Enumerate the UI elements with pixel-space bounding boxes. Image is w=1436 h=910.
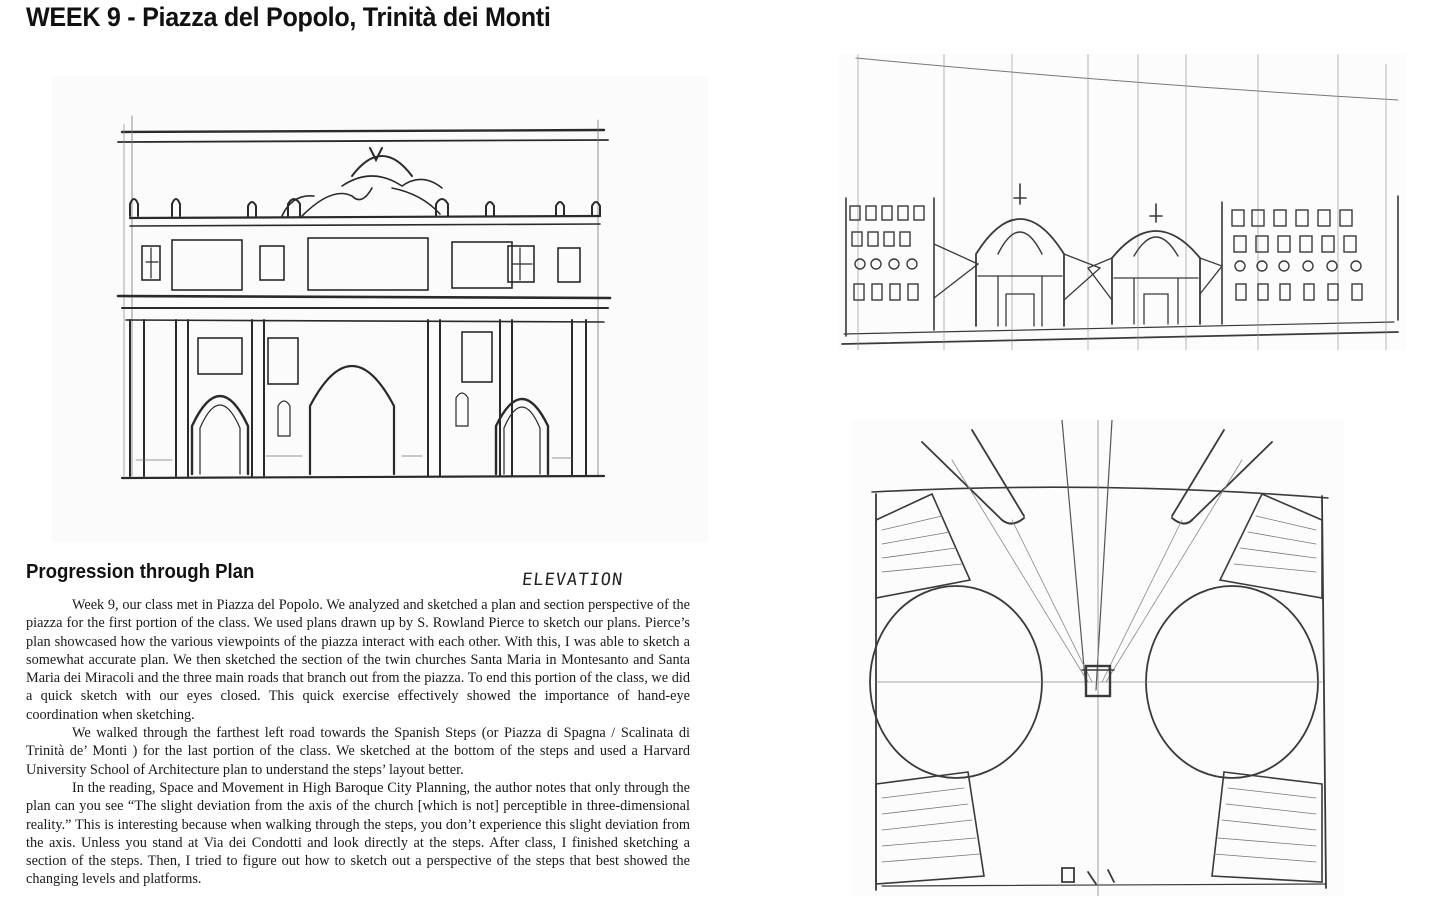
paragraph: In the reading, Space and Movement in High Baroque City Planning, the author notes that only through the plan can you see “The slight deviation from the axis of the church [which is not] perceptible in three-dimensional reality.” This is interesting because when walking through the steps, you don’t experience this slight deviation from the axis. Unless you stand at Via dei Condotti and look directly at the steps. After class, I finished sketching a section of the steps. Then, I tried to figure out how to sketch out a perspective of the steps that best showed the changing levels and platforms. — [26, 779, 690, 888]
page-title: WEEK 9 - Piazza del Popolo, Trinità dei Monti — [26, 2, 551, 32]
piazza-plan-sketch — [852, 420, 1344, 896]
article-body — [26, 596, 690, 889]
twin-churches-section-sketch — [838, 54, 1406, 350]
paragraph: Week 9, our class met in Piazza del Popolo. We analyzed and sketched a plan and section perspective of the piazza for the first portion of the class. We used plans drawn up by S. Rowland Pierce to sketch our plans. Pierce’s plan showcased how the various viewpoints of the piazza interact with each other. With this, I was able to sketch a somewhat accurate plan. We then sketched the section of the twin churches Santa Maria in Montesanto and Santa Maria dei Miracoli and the three main roads that branch out from the piazza. To end this portion of the class, we did a quick sketch with our eyes closed. This quick exercise effectively showed the importance of hand-eye coordination when sketching. — [26, 597, 690, 723]
paragraph: We walked through the farthest left road towards the Spanish Steps (or Piazza di Spagna / Scalinata di Trinità de’ Monti ) for the last portion of the class. We sketched at the bottom of the steps and used a Harvard University School of Architecture plan to understand the steps’ layout better. — [26, 725, 690, 778]
section-heading: Progression through Plan — [26, 561, 255, 583]
elevation-label: ELEVATION — [520, 570, 625, 590]
